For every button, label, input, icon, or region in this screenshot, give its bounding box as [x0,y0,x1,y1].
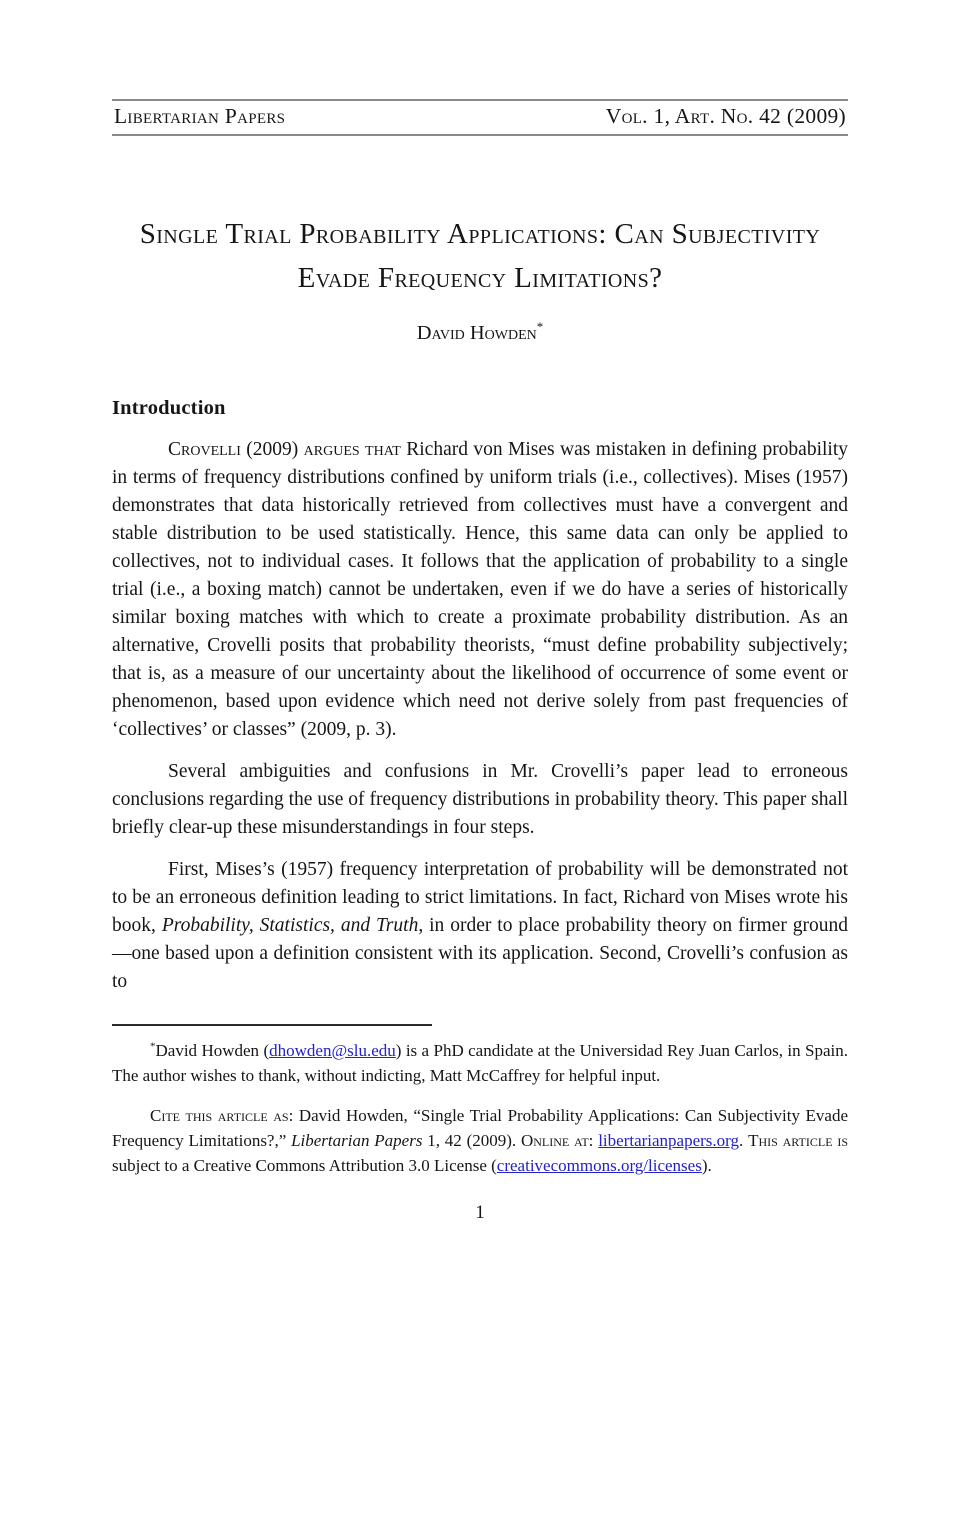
citation-footnote [112,1103,848,1178]
article-author [112,319,848,345]
creative-commons-link[interactable]: creativecommons.org/licenses [496,1156,702,1175]
cite-label: Cite this article as: [150,1106,294,1125]
author-footnote-text-pre: David Howden ( [155,1041,270,1060]
license-text-end: ). [701,1156,712,1175]
page-number: 1 [475,1202,485,1223]
citation-text-1: David Howden, “Single Trial Probability Applications: Can Subjectivity Evade Frequency Limitations?,” [112,1106,848,1150]
footnote-separator-rule [112,1024,432,1026]
citation-text-3: . [739,1131,749,1150]
intro-paragraph-3 [112,856,848,996]
issue-info: Vol. 1, Art. No. 42 (2009) [605,104,846,128]
citation-text-2: 1, 42 (2009). [422,1131,521,1150]
journal-name: Libertarian Papers [114,104,286,128]
journal-website-link[interactable]: libertarianpapers.org [598,1131,740,1150]
footnote-area [112,1024,848,1178]
paragraph-3-text-pre: First, Mises’s (1957) frequency interpretation of probability will be demonstrated not to be an erroneous definition leading to strict limitations. In fact, Richard von Mises wrote his book, [112,859,848,936]
author-footnote-text-post: ) is a PhD candidate at the Universidad Rey Juan Carlos, in Spain. The author wishes to thank, without indicting, Matt McCaffrey for helpful input. [112,1041,848,1085]
intro-paragraph-1 [112,436,848,744]
paragraph-lead-smallcaps: Crovelli (2009) argues that [168,439,401,460]
document-page [112,99,848,1224]
online-at-label: Online at: [520,1131,594,1150]
license-text: subject to a Creative Commons Attribution 3.0 License ( [112,1156,497,1175]
author-footnote [112,1038,848,1088]
paragraph-1-text: Richard von Mises was mistaken in defining probability in terms of frequency distributions confined by uniform trials (i.e., collectives). Mises (1957) demonstrates that data historically retrieved from collectives must have a convergent and stable distribution to be used statistically. Hence, this same data can only be applied to collectives, not to individual cases. It follows that the application of probability to a single trial (i.e., a boxing match) cannot be undertaken, even if we do have a series of historically similar boxing matches with which to create a proximate probability distribution. As an alternative, Crovelli posits that probability theorists, “must define probability subjectively; that is, as a measure of our uncertainty about the likelihood of occurrence of some event or phenomenon, based upon evidence which need not derive solely from past frequencies of ‘collectives’ or classes” (2009, p. 3). [112,439,849,740]
intro-paragraph-2: Several ambiguities and confusions in Mr. Crovelli’s paper lead to erroneous conclusions regarding the use of frequency distributions in probability theory. This paper shall briefly clear-up these misunderstandings in four steps. [112,761,848,838]
article-title: Single Trial Probability Applications: Can Subjectivity Evade Frequency Limitations? [139,218,821,294]
section-heading-introduction: Introduction [112,397,226,419]
paragraph-3-text-post: , in order to place probability theory on firmer ground—one based upon a definition consistent with its application. Second, Crovelli’s confusion as to [112,915,849,992]
author-name: David Howden [416,322,537,344]
author-footnote-marker: * [536,319,544,335]
email-link[interactable]: dhowden@slu.edu [269,1041,396,1060]
running-header [112,99,848,136]
book-title-italic: Probability, Statistics, and Truth [161,915,419,936]
footnote-marker: * [150,1040,156,1053]
journal-name-italic: Libertarian Papers [291,1131,423,1150]
this-article-label: This article is [748,1131,848,1150]
